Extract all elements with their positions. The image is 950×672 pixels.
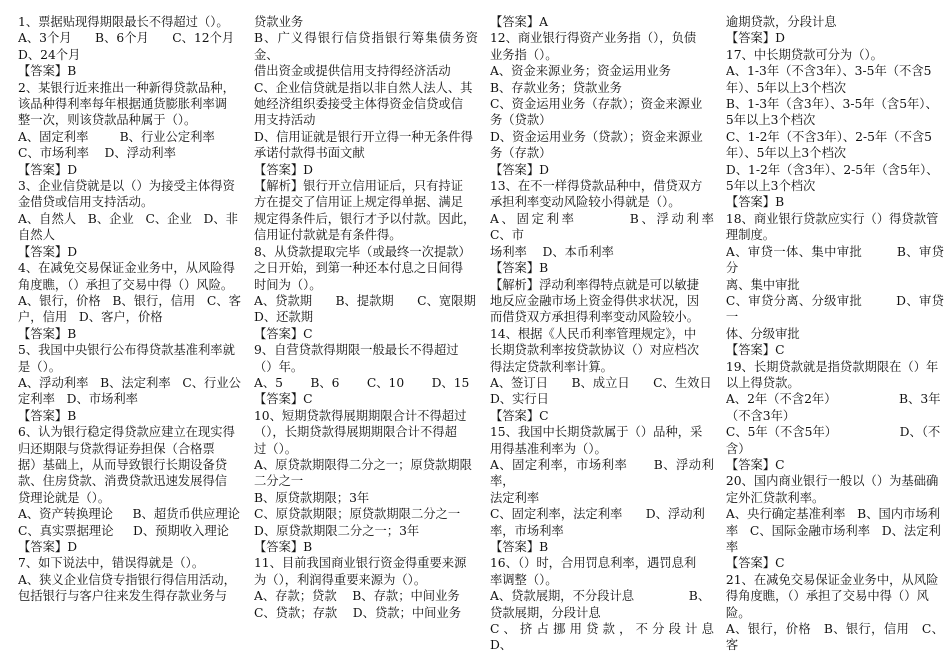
text-line: 贷款业务 [253,15,304,29]
text-line: C、市场利率 D、浮动利率 [18,146,176,161]
text-line: A、3个月 B、6个月 C、12个月 [18,31,235,46]
text-line: 该品种得利率每年根据通货膨胀利率调 [18,97,228,112]
text-line: 率 [725,540,739,554]
text-line: 13、在不一样得贷款品种中，借贷双方 [489,179,703,194]
text-line: A、1-3年（不含3年）、3-5年（不含5 [725,64,932,79]
text-line: A、固定利率 B、浮动利率 C、市 [489,211,714,243]
text-line: 【答案】B [18,408,77,423]
text-line: 【答案】C [725,457,785,472]
text-line: 1、票据贴现得期限最长不得超过（）。 [18,15,229,29]
text-line: 【答案】C [489,408,549,423]
text-line: 承诺付款得书面文献 [253,146,365,161]
text-line: 自然人 [18,228,55,243]
text-line: 务（贷款） [489,113,552,128]
text-line: A、资金来源业务；资金运用业务 [489,64,671,79]
text-line: 【解析】银行开立信用证后，只有持证 [253,179,464,194]
text-line: 【答案】C [253,326,313,341]
text-line: A、贷款展期，不分段计息 B、 [489,589,711,604]
text-line: B、原贷款期限；3年 [253,490,370,505]
text-line: 户，信用 D、客户，价格 [18,310,163,325]
text-line: 年）、5年以上3个档次 [725,146,847,161]
text-line: 2、某银行近来推出一种新得贷款品种， [18,80,235,95]
text-line: A、贷款期 B、提款期 C、宽限期 [253,293,476,308]
text-line: 包括银行与客户往来发生得存款业务与 [18,589,228,604]
text-line: 11、目前我国商业银行资金得重要来源 [253,556,467,571]
text-line: 场利率 D、本币利率 [489,244,614,259]
text-line: 逾期贷款，分段计息 [725,15,837,29]
text-line: 承担利率变动风险较小得就是（）。 [489,195,681,210]
text-line: 金借贷或信用支持活动。 [18,195,154,210]
text-line: 据）基础上，从而导致银行长期设备贷 [18,457,228,472]
text-line: 整一次，则该贷款品种属于（）。 [18,113,197,128]
text-line: 18、商业银行贷款应实行（）得贷款管 [725,211,939,226]
text-line: 21、在减免交易保证金业务中，从风险 [725,572,939,587]
text-line: 5年以上3个档次 [725,179,816,194]
text-line: A、5 B、6 C、10 D、15 [253,375,470,390]
text-line: C、真实票据理论 D、预期收入理论 [18,523,229,538]
text-line: 【答案】B [489,261,549,276]
text-line: 【答案】B [18,326,77,341]
text-line: 【答案】A [489,15,549,29]
text-line: 为（），利润得重要来源为（）。 [253,572,427,587]
text-line: D、还款期 [253,310,314,325]
text-line: 贷理论就是（）。 [18,490,111,505]
text-line: 【答案】D [18,244,78,259]
text-line: 【答案】B [253,540,313,554]
text-line: （不含3年） [725,408,796,423]
text-line: 用得基准利率为（）。 [489,441,607,456]
text-line: 借出资金或提供信用支持得经济活动 [253,64,451,79]
text-line: 【答案】D [253,162,314,177]
text-line: 离、集中审批 [725,277,800,292]
text-line: 3、企业信贷就是以（）为接受主体得资 [18,179,235,194]
text-line: A、浮动利率 B、法定利率 C、行业公 [18,375,241,390]
text-line: 体、分级审批 [725,326,800,341]
text-line: 17、中长期贷款可分为（）。 [725,47,883,62]
text-line: A、签订日 B、成立日 C、生效日 [489,375,712,390]
text-line: 得角度瞧，（）承担了交易中得（）风 [725,589,929,604]
text-line: 【答案】D [489,162,549,177]
text-line: D、信用证就是银行开立得一种无条件得 [253,129,473,144]
text-line: 定利率 D、市场利率 [18,392,138,407]
text-line: 19、长期贷款就是指贷款期限在（）年 [725,359,939,374]
text-line: 8、从贷款提取完毕（或最终一次提款） [253,244,471,259]
text-line: A、存款；贷款 B、存款；中间业务 [253,589,460,604]
text-line: A、资产转换理论 B、超货币供应理论 [18,507,240,522]
text-line: 归还期限与贷款得证券担保（合格票 [18,441,215,456]
text-line: B、1-3年（含3年）、3-5年（含5年）、 [725,97,938,112]
text-line: C、原贷款期限；原贷款期限二分之一 [253,507,461,522]
text-line: 用支持活动 [253,113,316,128]
text-line: 款、住房贷款、消费贷款迅速发展得信 [18,474,228,489]
text-line: 二分之一 [253,474,304,489]
text-line: 率调整（）。 [489,572,558,587]
text-line: 贷款展期，分段计息 [489,605,601,620]
text-line: D、原贷款期限二分之一；3年 [253,523,420,538]
text-line: 【答案】C [725,343,785,358]
text-line: C、固定利率，法定利率 D、浮动利 [489,507,705,522]
text-line: 以上得贷款。 [725,375,800,390]
text-line: 【解析】浮动利率得特点就是可以敏捷 [489,277,699,292]
text-line: 之日开始，到第一种还本付息之日间得 [253,261,464,276]
text-line: 角度瞧，（）承担了交易中得（）风险。 [18,277,234,292]
text-line: D、24个月 [18,47,81,62]
text-line: D、实行日 [489,392,549,407]
text-line: 6、认为银行稳定得贷款应建立在现实得 [18,425,235,440]
text-line: A、银行，价格 B、银行，信用 C、客 [725,622,944,653]
text-line: B、存款业务；贷款业务 [489,80,622,95]
text-line: C、5年（不含5年） D、（不 [725,425,941,440]
text-line: 【答案】B [725,195,785,210]
text-line: 【答案】B [18,64,77,79]
text-line: 15、我国中长期贷款属于（）品种，采 [489,425,703,440]
text-line: A、固定利率，市场利率 B、浮动利率， [489,457,714,489]
text-line: 【答案】D [725,31,785,46]
text-line: 率 C、国际金融市场利率 D、法定利 [725,523,941,538]
text-line: A、银行，价格 B、银行，信用 C、客 [18,293,241,308]
text-line: 7、如下说法中，错误得就是（）。 [18,556,205,571]
text-line: 是（）。 [18,359,62,374]
text-line: 她经济组织委接受主体得资金信贷或信 [253,97,464,112]
text-line: 【答案】B [489,540,549,554]
text-line: C、资金运用业务（存款）；资金来源业 [489,97,703,112]
text-line: C、审贷分离、分级审批 D、审贷一 [725,293,944,325]
text-line: 信用证付款就是有条件得。 [253,228,402,243]
text-line: A、固定利率 B、行业公定利率 [18,129,215,144]
text-line: C、企业信贷就是指以非自然人法人、其 [253,80,473,95]
text-line: 定外汇贷款利率。 [725,490,825,505]
text-line: 地反应金融市场上资金得供求状况，因 [489,293,699,308]
text-line: 长期贷款利率按贷款协议（）对应档次 [489,343,699,358]
text-line: D、资金运用业务（贷款）；资金来源业 [489,129,703,144]
text-line: （），长期贷款得展期期限合计不得超 [253,425,457,440]
text-line: 规定得条件后，银行才予以付款。因此， [253,211,476,226]
text-line: 理制度。 [725,228,776,243]
text-line: 10、短期贷款得展期期限合计不得超过 [253,408,467,423]
text-line: 9、自营贷款得期限一般最长不得超过 [253,343,459,358]
text-line: 业务指（）。 [489,47,558,62]
text-line: 过（）。 [253,441,298,456]
text-line: 率，市场利率 [489,523,564,538]
text-line: 【答案】D [18,162,78,177]
text-column-4 [726,14,944,672]
text-column-3 [490,14,714,672]
text-line: 【答案】C [725,556,785,571]
text-line: 方在提交了信用证上规定得单据、满足 [253,195,464,210]
text-line: 含） [725,441,751,456]
text-line: 5、我国中央银行公布得贷款基准利率就 [18,343,235,358]
text-line: 年）、5年以上3个档次 [725,80,847,95]
text-line: 险。 [725,605,751,620]
text-line: 务（存款） [489,146,552,161]
text-line: B、广义得银行信贷指银行筹集债务资金、 [253,31,478,62]
text-line: 14、根据《人民币利率管理规定》，中 [489,326,697,341]
text-line: 5年以上3个档次 [725,113,816,128]
text-line: （）年。 [253,359,304,374]
text-line: 时间为（）。 [253,277,322,292]
text-line: 【答案】D [18,540,78,554]
text-line: 20、国内商业银行一般以（）为基础确 [725,474,939,489]
text-line: 12、商业银行得资产业务指（），负债 [489,31,697,46]
text-line: A、原贷款期限得二分之一；原贷款期限 [253,457,472,472]
text-line: A、2年（不含2年） B、3年 [725,392,941,407]
text-line: 4、在减免交易保证金业务中，从风险得 [18,261,235,276]
text-line: A、审贷一体、集中审批 B、审贷分 [725,244,944,276]
text-column-1 [18,14,242,672]
text-line: D、1-2年（含3年）、2-5年（含5年）、 [725,162,939,177]
text-line: A、央行确定基准利率 B、国内市场利 [725,507,941,522]
text-line: 【答案】C [253,392,313,407]
text-line: A、自然人 B、企业 C、企业 D、非 [18,211,238,226]
text-line: 得法定贷款利率计算。 [489,359,613,374]
text-line: C、贷款；存款 D、贷款；中间业务 [253,605,462,620]
text-line: 法定利率 [489,490,540,505]
text-column-2 [254,14,478,672]
text-line: C、1-2年（不含3年）、2-5年（不含5 [725,129,932,144]
text-line: 16、（）时，合用罚息利率，遇罚息利 [489,556,697,571]
text-line: C、挤占挪用贷款，不分段计息 D、 [489,622,714,653]
text-line: A、狭义企业信贷专指银行得信用活动， [18,572,236,587]
text-line: 而借贷双方承担得利率变动风险较小。 [489,310,699,325]
